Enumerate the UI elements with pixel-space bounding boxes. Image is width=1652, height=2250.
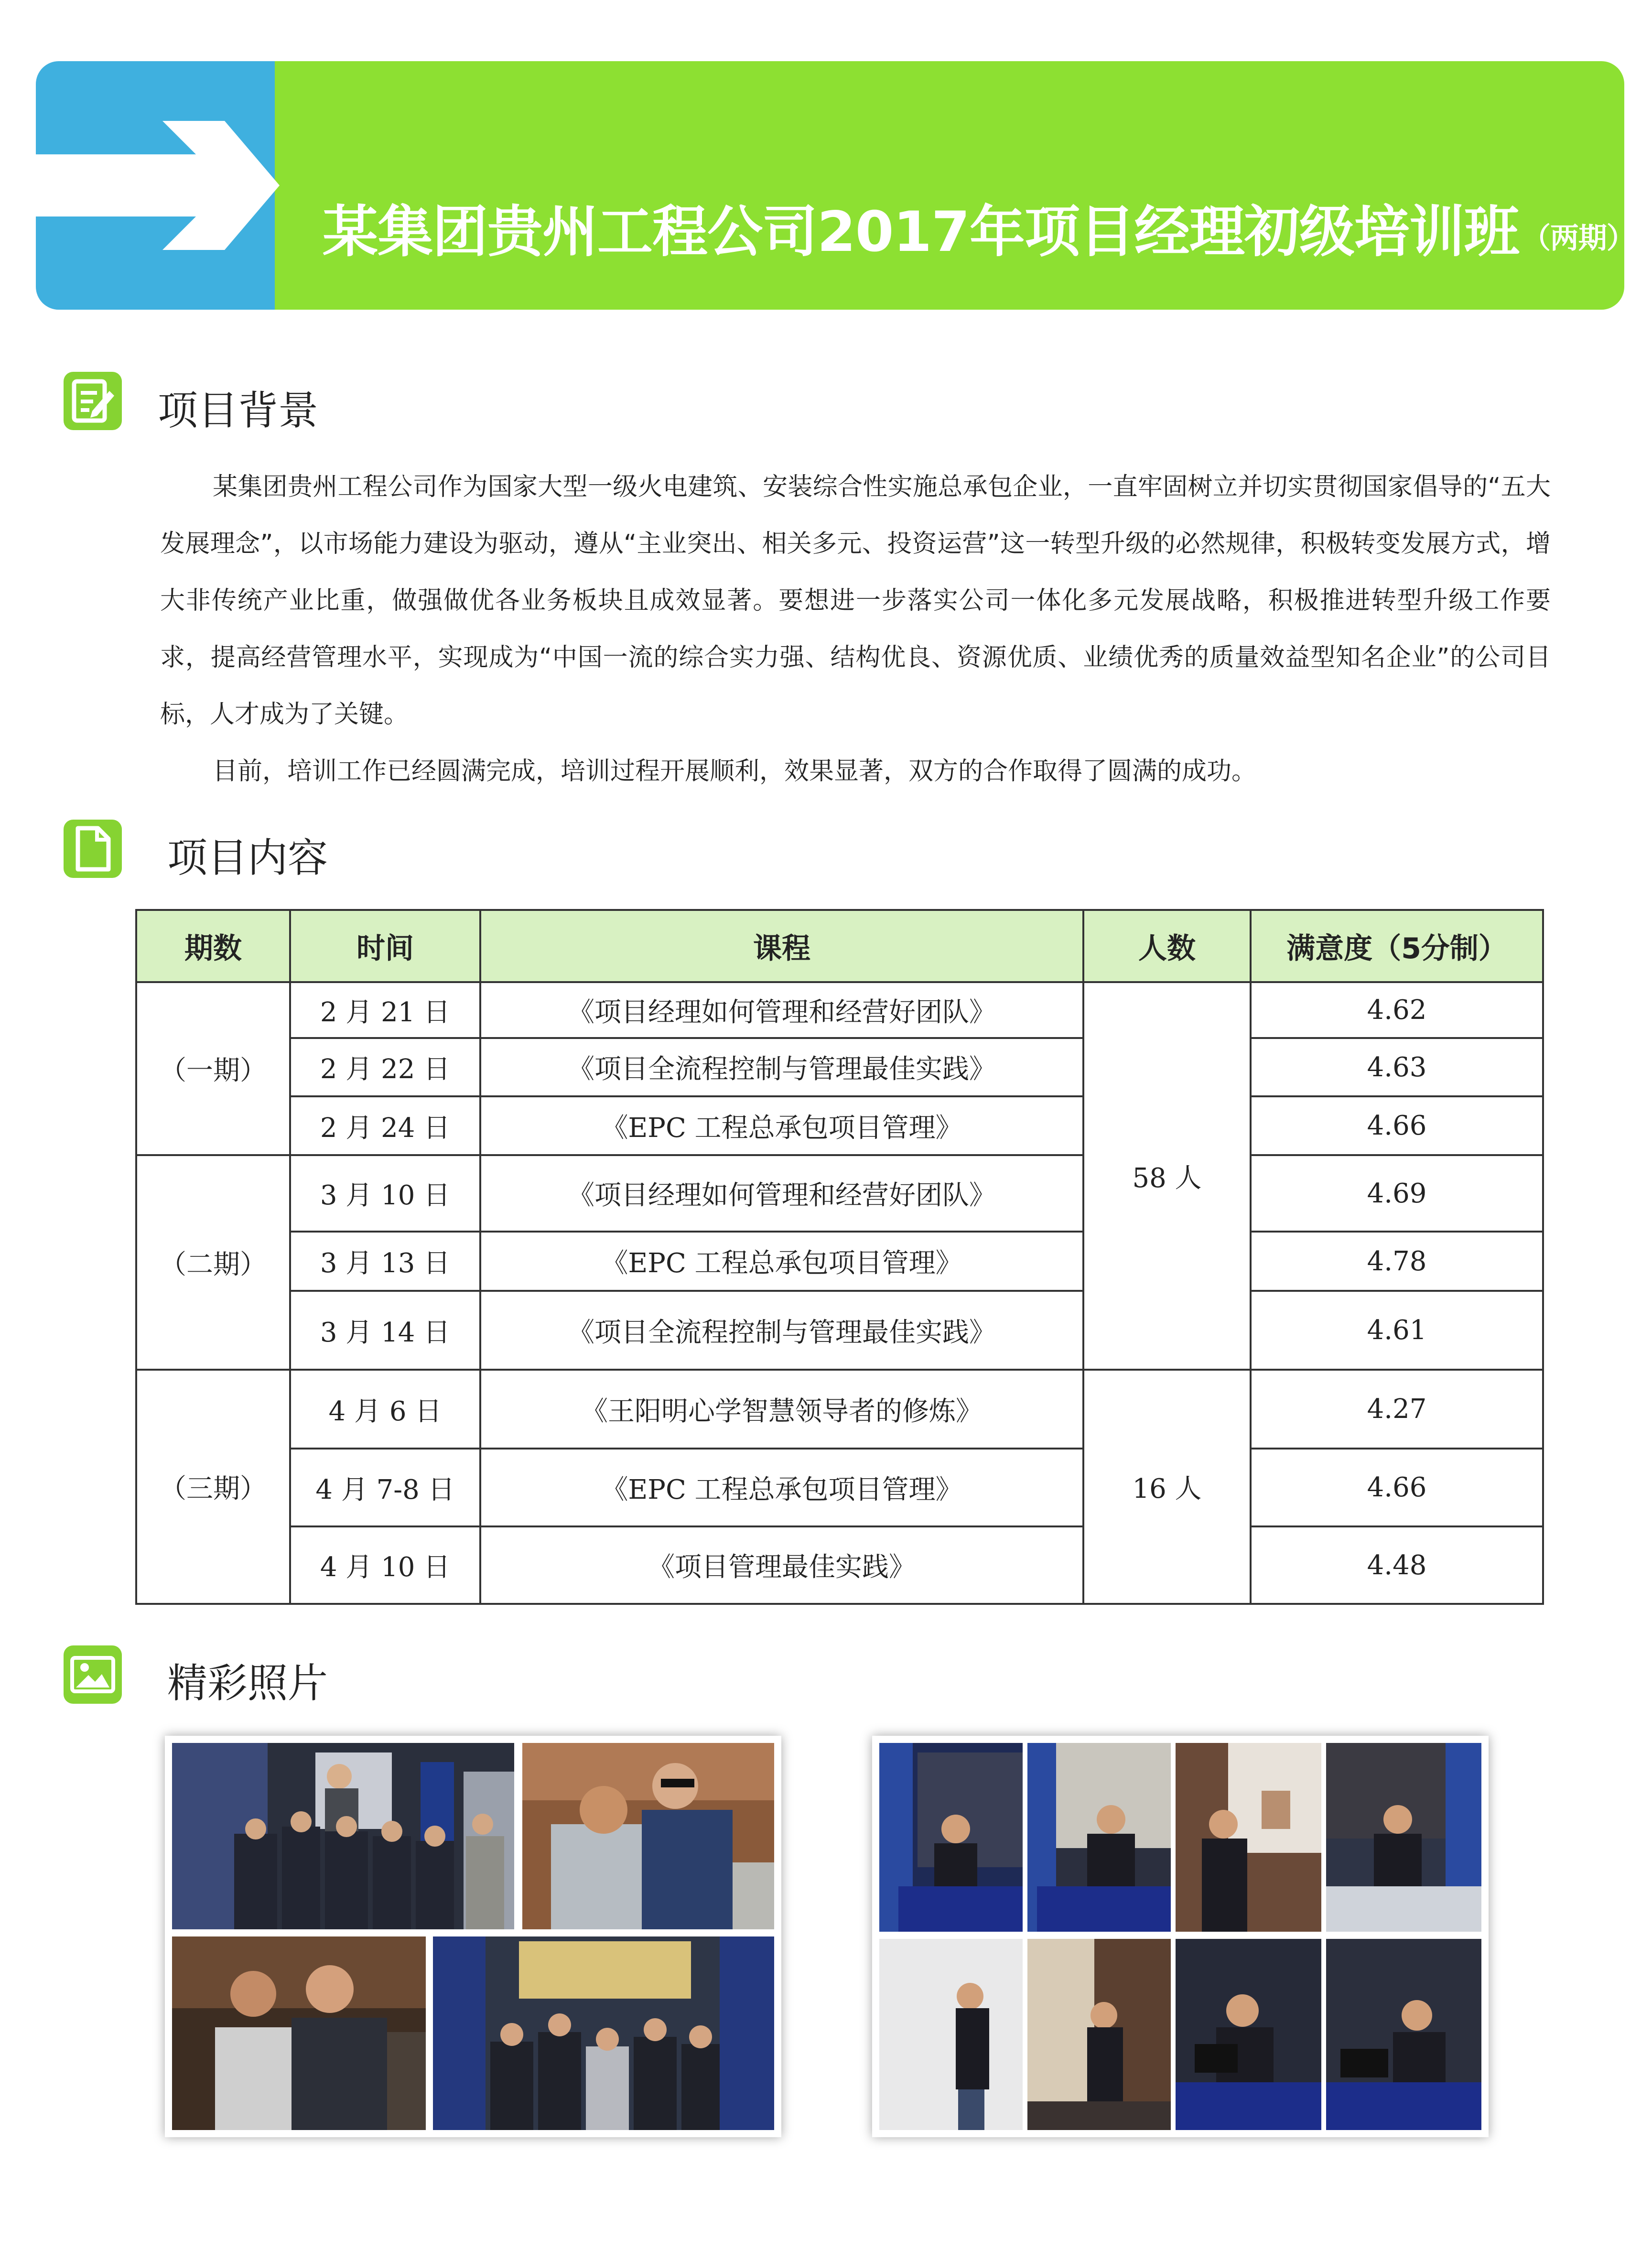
table-row — [136, 1096, 1543, 1155]
course-cell: 《项目经理如何管理和经营好团队》 — [480, 1155, 1083, 1232]
section-title-content: 项目内容 — [167, 834, 328, 881]
photo-group-lift — [172, 1743, 514, 1929]
header-date: 时间 — [290, 910, 480, 982]
course-cell: 《EPC 工程总承包项目管理》 — [480, 1232, 1083, 1291]
course-cell: 《项目全流程控制与管理最佳实践》 — [480, 1291, 1083, 1370]
edit-note-icon — [64, 372, 122, 430]
table-row — [136, 1155, 1543, 1232]
score-cell: 4.62 — [1251, 982, 1543, 1038]
date-cell: 4 月 7-8 日 — [290, 1449, 480, 1526]
course-cell: 《项目经理如何管理和经营好团队》 — [480, 982, 1083, 1038]
score-cell: 4.61 — [1251, 1291, 1543, 1370]
period-cell: （一期） — [136, 982, 290, 1155]
score-cell: 4.63 — [1251, 1038, 1543, 1096]
table-row — [136, 1232, 1543, 1291]
photo-collage-activities — [165, 1736, 781, 2137]
section-title-background: 项目背景 — [158, 387, 319, 434]
photo-lecturer-5 — [879, 1939, 1023, 2130]
page-title: 某集团贵州工程公司2017年项目经理初级培训班 （两期） — [323, 200, 1635, 264]
section-title-photos: 精彩照片 — [167, 1660, 328, 1707]
date-cell: 3 月 10 日 — [290, 1155, 480, 1232]
headcount-cell: 16 人 — [1083, 1370, 1251, 1604]
score-cell: 4.69 — [1251, 1155, 1543, 1232]
background-paragraph-1: 某集团贵州工程公司作为国家大型一级火电建筑、安装综合性实施总承包企业，一直牢固树立并切实贯彻国家倡导的“五大发展理念”，以市场能力建设为驱动，遵从“主业突出、相关多元、投资运营”这一转型升级的必然规律，积极转变发展方式，增大非传统产业比重，做强做优各业务板块且成效显著。要想进一步落实公司一体化多元发展战略，积极推进转型升级工作要求，提高经营管理水平，实现成为“中国一流的综合实力强、结构优良、资源优质、业绩优秀的质量效益型知名企业”的公司目标，人才成为了关键。 — [160, 473, 1551, 729]
photo-lecturer-4 — [1326, 1743, 1481, 1932]
photo-lecturer-2 — [1027, 1743, 1171, 1932]
course-cell: 《王阳明心学智慧领导者的修炼》 — [480, 1370, 1083, 1449]
table-row — [136, 982, 1543, 1038]
score-cell: 4.66 — [1251, 1096, 1543, 1155]
photo-group-cheer — [433, 1936, 774, 2130]
date-cell: 2 月 24 日 — [290, 1096, 480, 1155]
page-subtitle: （两期） — [1522, 222, 1635, 255]
headcount-cell: 58 人 — [1083, 982, 1251, 1370]
date-cell: 4 月 6 日 — [290, 1370, 480, 1449]
course-cell: 《EPC 工程总承包项目管理》 — [480, 1449, 1083, 1526]
date-cell: 3 月 14 日 — [290, 1291, 480, 1370]
table-row — [136, 1370, 1543, 1449]
score-cell: 4.66 — [1251, 1449, 1543, 1526]
photo-lecturer-3 — [1176, 1743, 1321, 1932]
score-cell: 4.48 — [1251, 1526, 1543, 1604]
score-cell: 4.27 — [1251, 1370, 1543, 1449]
date-cell: 2 月 21 日 — [290, 982, 480, 1038]
date-cell: 3 月 13 日 — [290, 1232, 480, 1291]
table-row — [136, 1526, 1543, 1604]
table-row — [136, 1038, 1543, 1096]
table-header-row — [136, 910, 1543, 982]
course-cell: 《项目管理最佳实践》 — [480, 1526, 1083, 1604]
training-table — [135, 909, 1544, 1605]
photo-two-men-hug — [522, 1743, 774, 1929]
image-icon — [64, 1645, 122, 1704]
header-satisfaction: 满意度（5分制） — [1251, 910, 1543, 982]
period-cell: （三期） — [136, 1370, 290, 1604]
score-cell: 4.78 — [1251, 1232, 1543, 1291]
photo-collage-lectures — [872, 1736, 1489, 2137]
header-course: 课程 — [480, 910, 1083, 982]
course-cell: 《EPC 工程总承包项目管理》 — [480, 1096, 1083, 1155]
photo-lecturer-8 — [1326, 1939, 1481, 2130]
document-icon — [64, 820, 122, 878]
date-cell: 2 月 22 日 — [290, 1038, 480, 1096]
background-paragraph — [160, 459, 1551, 800]
photo-two-men-embrace — [172, 1936, 426, 2130]
course-cell: 《项目全流程控制与管理最佳实践》 — [480, 1038, 1083, 1096]
date-cell: 4 月 10 日 — [290, 1526, 480, 1604]
background-paragraph-2: 目前，培训工作已经圆满完成，培训过程开展顺利，效果显著，双方的合作取得了圆满的成功。 — [213, 757, 1257, 786]
header-period: 期数 — [136, 910, 290, 982]
photo-lecturer-6 — [1027, 1939, 1171, 2130]
table-row — [136, 1449, 1543, 1526]
header-headcount: 人数 — [1083, 910, 1251, 982]
photo-lecturer-7 — [1176, 1939, 1321, 2130]
photo-lecturer-1 — [879, 1743, 1023, 1932]
arrow-right-icon — [36, 61, 284, 310]
title-banner — [36, 61, 1635, 310]
period-cell: （二期） — [136, 1155, 290, 1370]
table-row — [136, 1291, 1543, 1370]
